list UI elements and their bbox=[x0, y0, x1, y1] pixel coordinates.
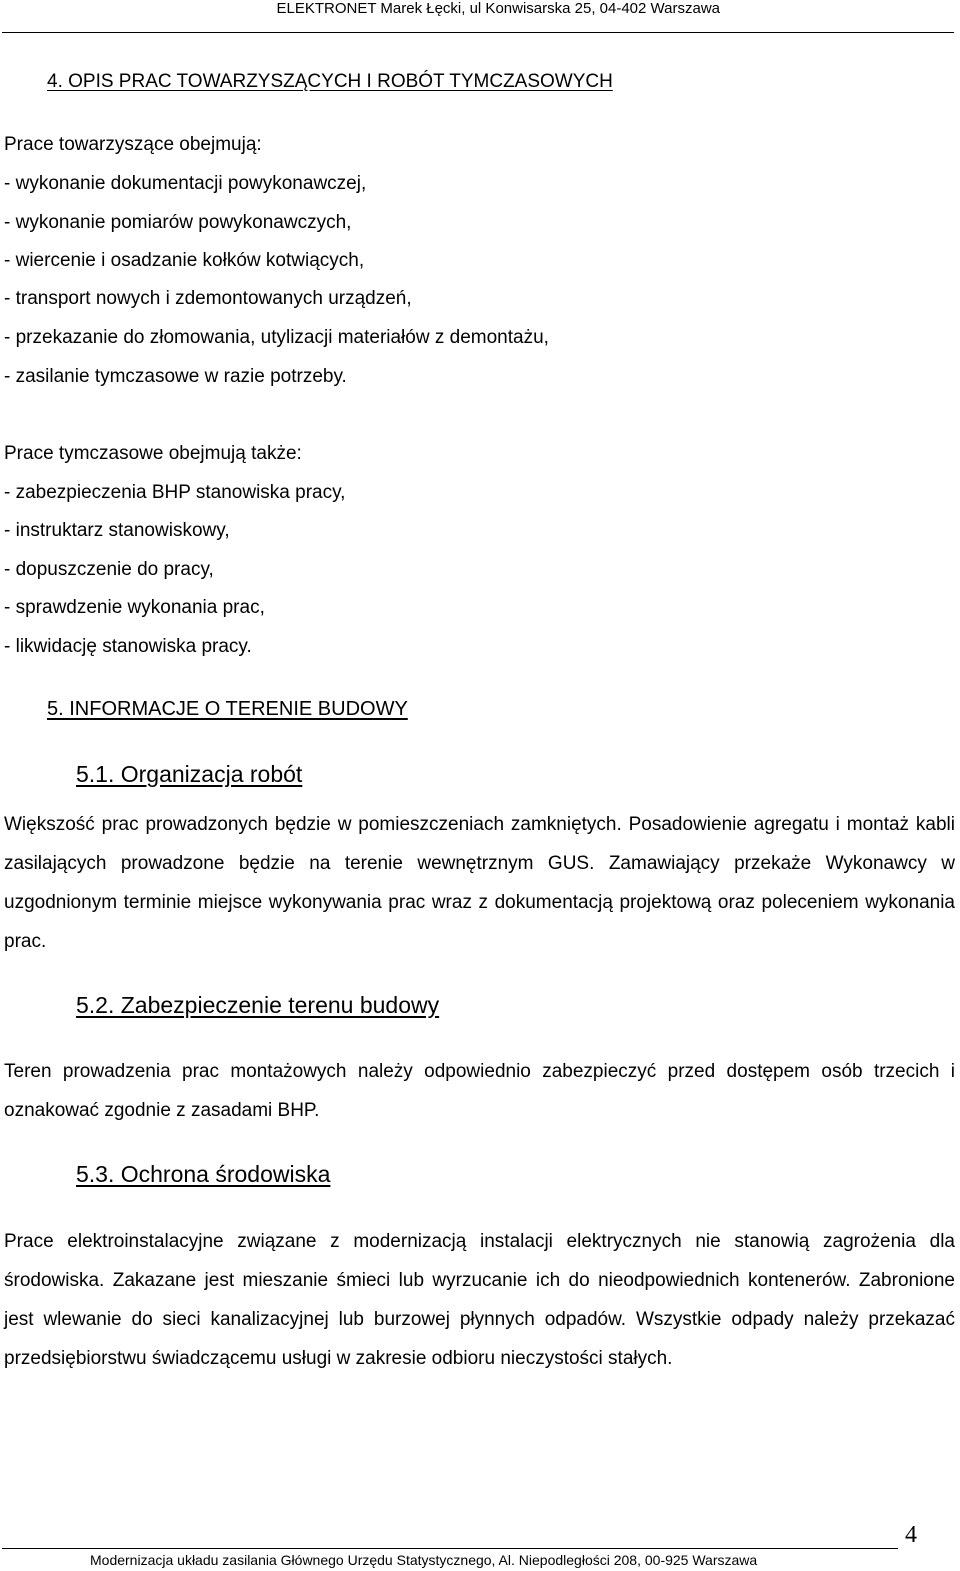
subsection-5-2-title: 5.2. Zabezpieczenie terenu budowy bbox=[76, 992, 440, 1018]
list-item: - sprawdzenie wykonania prac, bbox=[4, 597, 265, 618]
list-item: - wiercenie i osadzanie kołków kotwiących, bbox=[4, 250, 365, 271]
header-divider bbox=[2, 32, 954, 33]
section-4-title: 4. OPIS PRAC TOWARZYSZĄCYCH I ROBÓT TYMCZASOWYCH bbox=[47, 71, 613, 92]
list-item: - zasilanie tymczasowe w razie potrzeby. bbox=[4, 366, 347, 387]
intro-accompanying-works: Prace towarzyszące obejmują: bbox=[4, 134, 262, 155]
page-header: ELEKTRONET Marek Łęcki, ul Konwisarska 25, 04-402 Warszawa bbox=[276, 0, 720, 17]
list-item: - dopuszczenie do pracy, bbox=[4, 559, 214, 580]
page-number: 4 bbox=[905, 1522, 917, 1548]
paragraph-5-2: Teren prowadzenia prac montażowych należy odpowiednio zabezpieczyć przed dostępem osób trzecich i oznakować zgodnie z zasadami BHP. bbox=[4, 1061, 955, 1121]
intro-temporary-works: Prace tymczasowe obejmują także: bbox=[4, 443, 302, 464]
paragraph-5-3: Prace elektroinstalacyjne związane z modernizacją instalacji elektrycznych nie stanowią zagrożenia dla środowiska. Zakazane jest mieszanie śmieci lub wyrzucanie ich do nieodpowiednich kontenerów. Zabronione jest wlewanie do sieci kanalizacyjnej lub burzowej płynnych odpadów. Wszystkie odpady należy przekazać przedsiębiorstwu świadczącemu usługi w zakresie odbioru nieczystości stałych. bbox=[4, 1231, 955, 1369]
section-5-title: 5. INFORMACJE O TERENIE BUDOWY bbox=[47, 698, 408, 720]
list-item: - zabezpieczenia BHP stanowiska pracy, bbox=[4, 482, 346, 503]
list-item: - wykonanie pomiarów powykonawczych, bbox=[4, 212, 352, 233]
list-item: - instruktarz stanowiskowy, bbox=[4, 520, 230, 541]
subsection-5-1-title: 5.1. Organizacja robót bbox=[76, 761, 303, 787]
list-item: - transport nowych i zdemontowanych urządzeń, bbox=[4, 288, 412, 309]
paragraph-5-1: Większość prac prowadzonych będzie w pomieszczeniach zamkniętych. Posadowienie agregatu i montaż kabli zasilających prowadzone będzie na terenie wewnętrznym GUS. Zamawiający przekaże Wykonawcy w uzgodnionym terminie miejsce wykonywania prac wraz z dokumentacją projektową oraz poleceniem wykonania prac. bbox=[4, 814, 955, 952]
subsection-5-3-title: 5.3. Ochrona środowiska bbox=[76, 1161, 331, 1187]
list-item: - wykonanie dokumentacji powykonawczej, bbox=[4, 173, 367, 194]
list-item: - likwidację stanowiska pracy. bbox=[4, 636, 252, 657]
footer-divider bbox=[2, 1548, 898, 1549]
list-item: - przekazanie do złomowania, utylizacji materiałów z demontażu, bbox=[4, 327, 549, 348]
page-footer: Modernizacja układu zasilania Głównego Urzędu Statystycznego, Al. Niepodległości 208, 00-925 Warszawa bbox=[90, 1552, 758, 1568]
